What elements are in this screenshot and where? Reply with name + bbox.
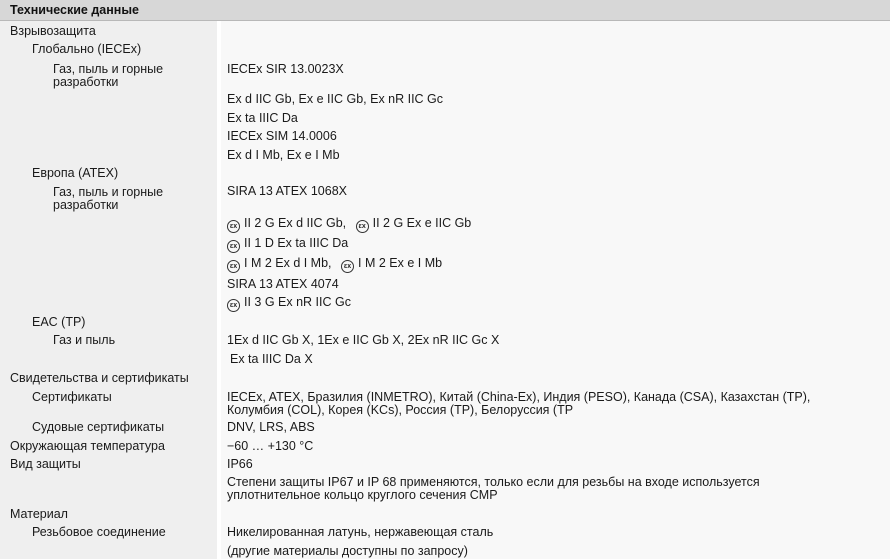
label-protection-type: Вид защиты xyxy=(10,457,81,471)
ex-mark-icon: εx xyxy=(227,260,240,273)
value-ip-note-1: Степени защиты IP67 и IP 68 применяются, только если для резьбы на входе используется xyxy=(227,475,760,489)
label-global-iecex: Глобально (IECEx) xyxy=(32,42,142,56)
value-atex-cert-2: SIRA 13 ATEX 4074 xyxy=(227,277,339,291)
value-atex-marking-2: εx II 1 D Ex ta IIIC Da xyxy=(227,236,348,253)
label-ambient-temperature: Окружающая температура xyxy=(10,439,165,453)
ex-mark-icon: εx xyxy=(227,220,240,233)
value-material-2: (другие материалы доступны по запросу) xyxy=(227,544,468,558)
label-europe-atex: Европа (ATEX) xyxy=(32,166,119,180)
value-certificates-2: Колумбия (COL), Корея (KCs), Россия (TP), Белоруссия (TP xyxy=(227,403,574,417)
right-edge xyxy=(890,0,894,559)
value-material-1: Никелированная латунь, нержавеющая сталь xyxy=(227,525,494,539)
table-header xyxy=(0,0,890,21)
value-atex-cert: SIRA 13 ATEX 1068X xyxy=(227,184,347,198)
label-certificates: Сертификаты xyxy=(32,390,112,404)
label-column xyxy=(0,21,217,559)
value-iecex-cert: IECEx SIR 13.0023X xyxy=(227,62,344,76)
label-certificates-section: Свидетельства и сертификаты xyxy=(10,371,189,385)
value-ambient-temperature: −60 … +130 °C xyxy=(227,439,314,453)
label-gas-dust-mining-cont: разработки xyxy=(53,75,119,89)
label-eac: EAC (TP) xyxy=(32,315,86,329)
ex-mark-icon: εx xyxy=(227,299,240,312)
label-marine-certificates: Судовые сертификаты xyxy=(32,420,165,434)
value-iecex-marking-3: Ex d I Mb, Ex e I Mb xyxy=(227,148,340,162)
value-iecex-sim: IECEx SIM 14.0006 xyxy=(227,129,337,143)
value-atex-marking-3: εx I M 2 Ex d I Mb, εx I M 2 Ex e I Mb xyxy=(227,256,442,273)
label-material: Материал xyxy=(10,507,68,521)
ex-mark-icon: εx xyxy=(356,220,369,233)
label-gas-dust-mining-atex: Газ, пыль и горные xyxy=(53,185,164,199)
value-iecex-marking-2: Ex ta IIIC Da xyxy=(227,111,298,125)
value-iecex-marking-1: Ex d IIC Gb, Ex e IIC Gb, Ex nR IIC Gc xyxy=(227,92,444,106)
label-explosion-protection: Взрывозащита xyxy=(10,24,96,38)
table-title: Технические данные xyxy=(10,3,139,17)
value-atex-marking-4: εx II 3 G Ex nR IIC Gc xyxy=(227,295,351,312)
ex-mark-icon: εx xyxy=(227,240,240,253)
value-protection-type: IP66 xyxy=(227,457,253,471)
value-marine: DNV, LRS, ABS xyxy=(227,420,315,434)
ex-mark-icon: εx xyxy=(341,260,354,273)
label-thread-connection: Резьбовое соединение xyxy=(32,525,166,539)
value-ip-note-2: уплотнительное кольцо круглого сечения CMP xyxy=(227,488,498,502)
value-eac-marking-2: Ex ta IIIC Da X xyxy=(230,352,313,366)
value-certificates-1: IECEx, ATEX, Бразилия (INMETRO), Китай (China-Ex), Индия (PESO), Канада (CSA), Казахстан (TP), xyxy=(227,390,811,404)
label-gas-dust-mining-atex-cont: разработки xyxy=(53,198,119,212)
value-atex-marking-1: εx II 2 G Ex d IIC Gb, εx II 2 G Ex e IIC Gb xyxy=(227,216,471,233)
label-gas-dust-mining: Газ, пыль и горные xyxy=(53,62,164,76)
value-eac-marking-1: 1Ex d IIC Gb X, 1Ex e IIC Gb X, 2Ex nR IIC Gc X xyxy=(227,333,500,347)
label-gas-dust: Газ и пыль xyxy=(53,333,116,347)
